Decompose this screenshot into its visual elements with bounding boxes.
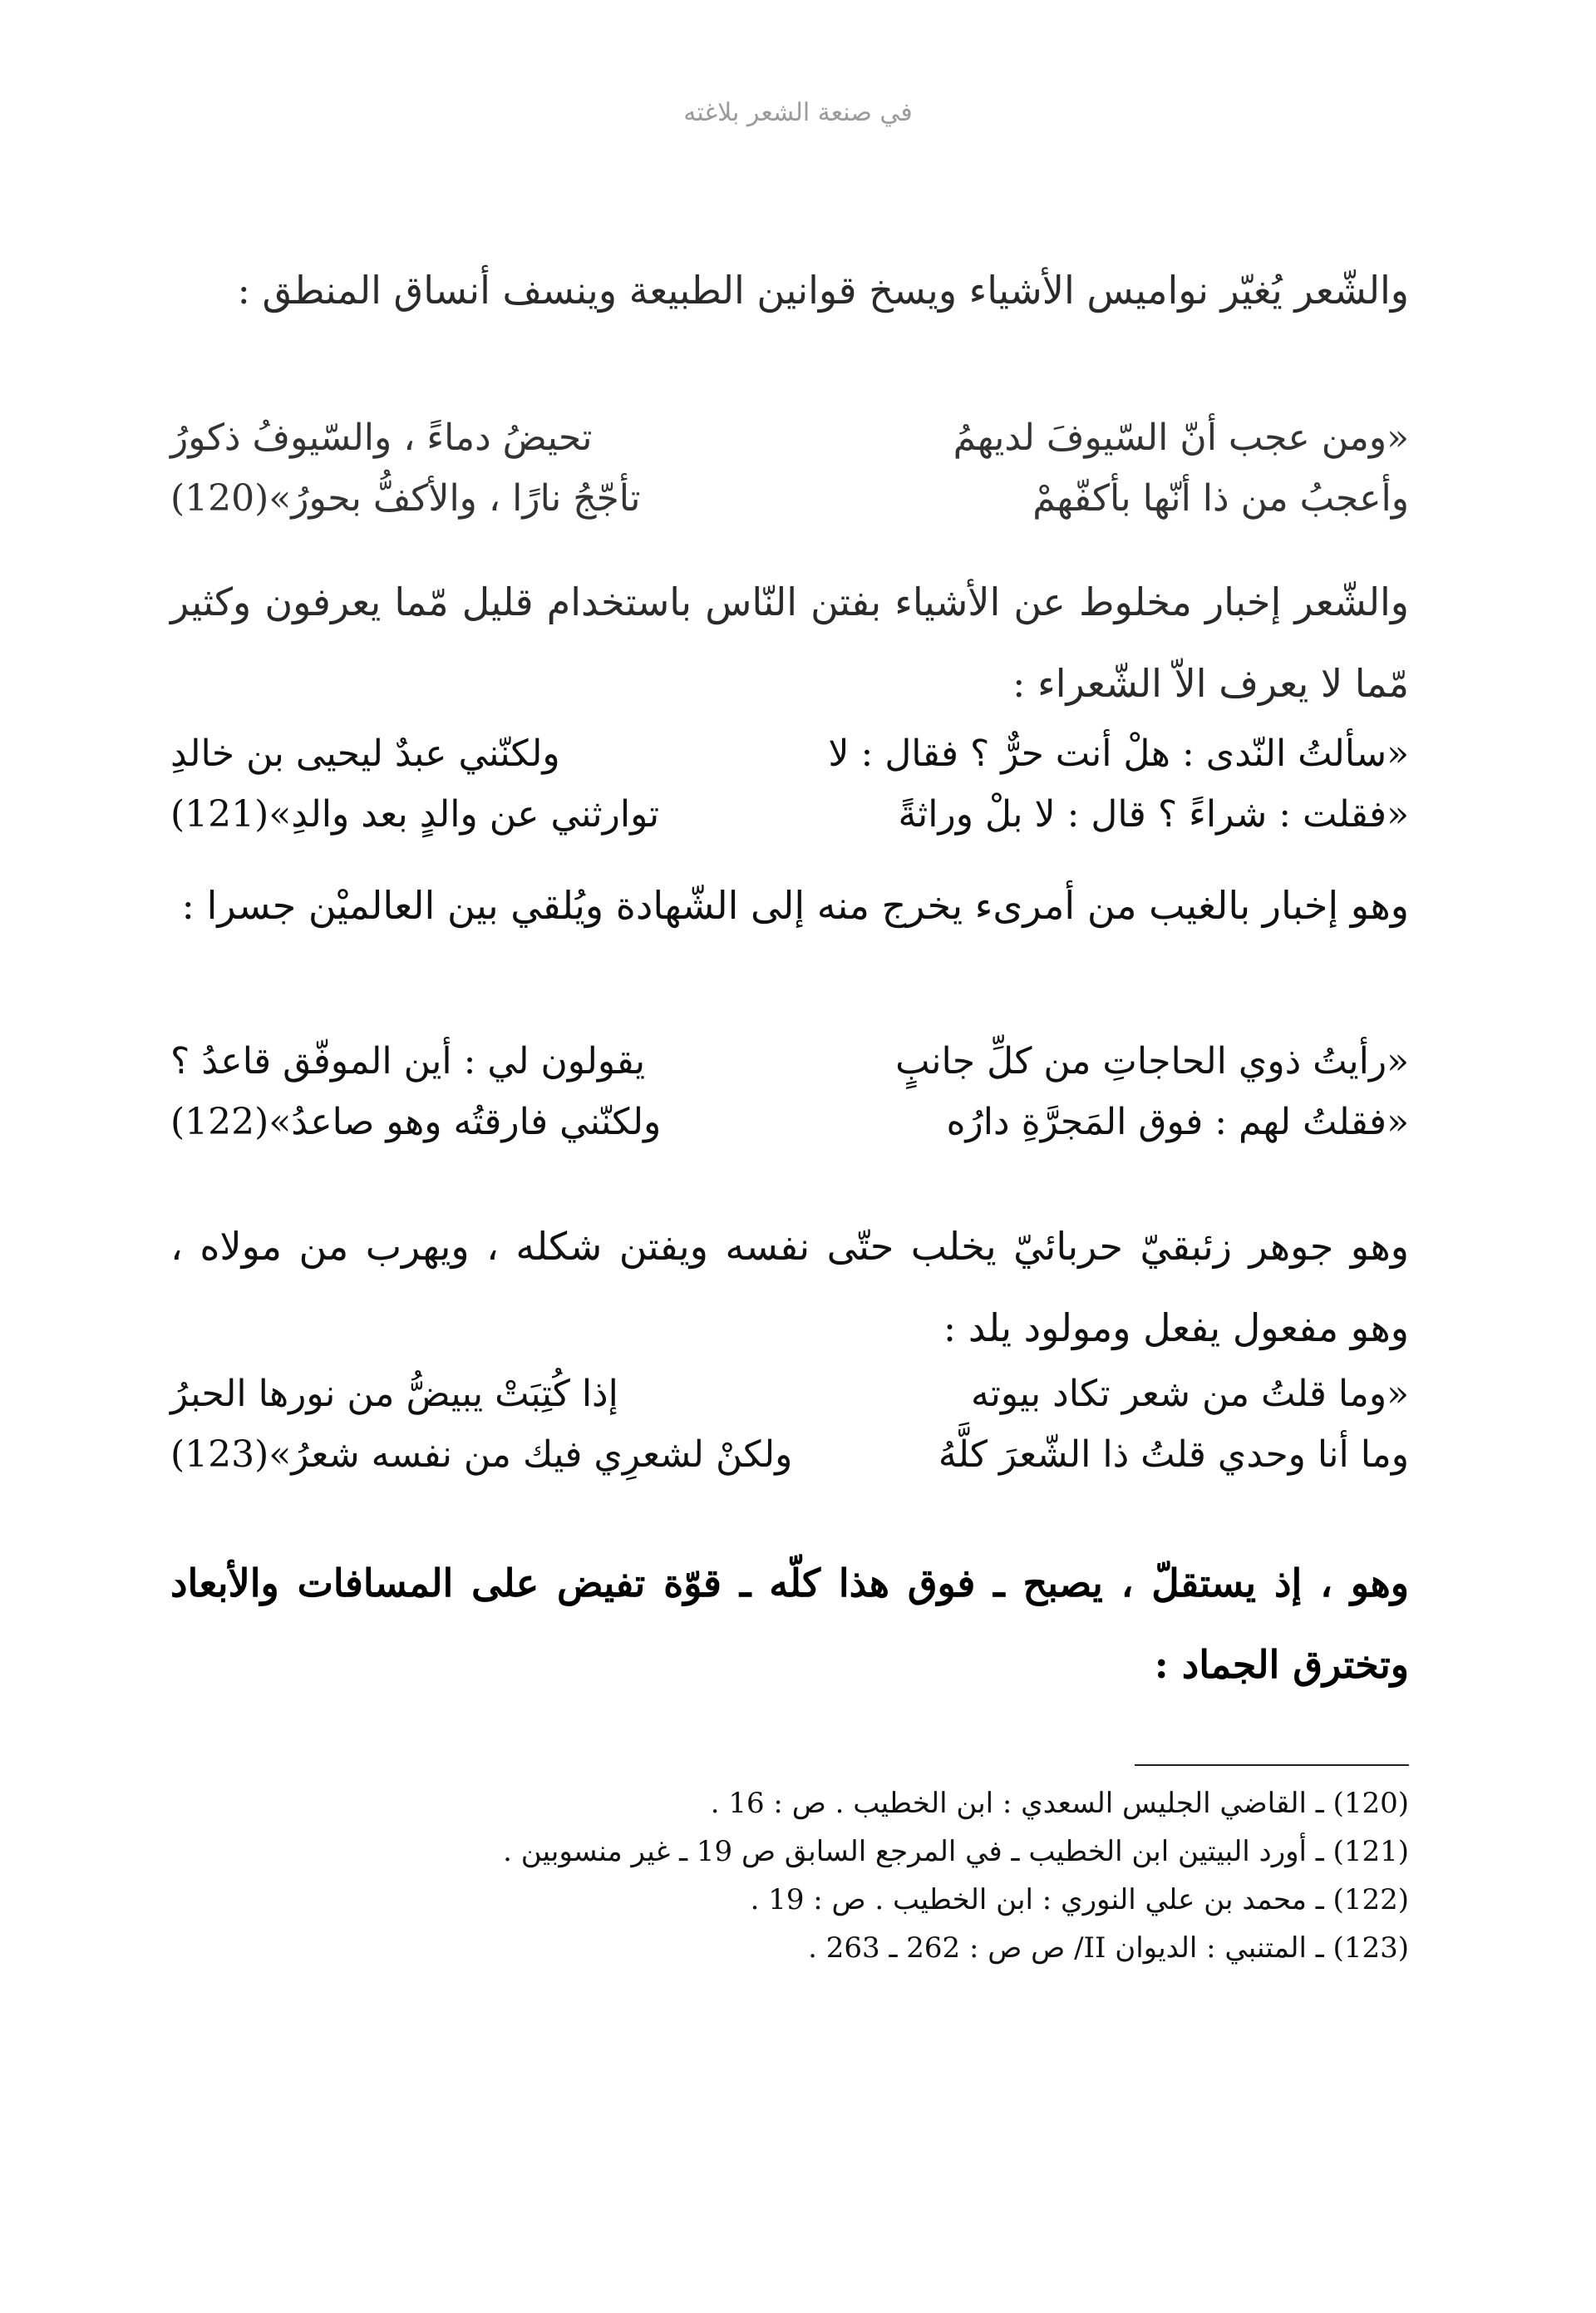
footnote: (123) ـ المتنبي : الديوان II/ ص ص : 262 ـ 263 . bbox=[808, 1931, 1409, 1965]
verse-line bbox=[170, 784, 1409, 845]
verse-hemistich-first: «وما قلتُ من شعر تكاد بيوته bbox=[971, 1373, 1409, 1415]
verse-hemistich-second: توارثني عن والدٍ بعد والدِ»(121) bbox=[170, 793, 660, 836]
paragraph: وهو إخبار بالغيب من أمرىء يخرج منه إلى الشّهادة ويُلقي بين العالميْن جسرا : bbox=[181, 883, 1409, 928]
verse-line bbox=[170, 1031, 1409, 1092]
footnote: (120) ـ القاضي الجليس السعدي : ابن الخطيب . ص : 16 . bbox=[710, 1787, 1409, 1820]
verse-hemistich-second: إذا كُتِبَتْ يبيضُّ من نورها الحبرُ bbox=[170, 1373, 618, 1415]
verse-hemistich-second: ولكنّني عبدٌ ليحيى بن خالدِ bbox=[170, 732, 560, 775]
verse-hemistich-first: «فقلتُ لهم : فوق المَجرَّةِ دارُه bbox=[946, 1101, 1409, 1143]
verse-hemistich-first: «فقلت : شراءً ؟ قال : لا بلْ وراثةً bbox=[898, 793, 1409, 836]
verse-hemistich-first: وما أنا وحدي قلتُ ذا الشّعرَ كلَّهُ bbox=[938, 1433, 1409, 1476]
verse-hemistich-second: ولكنّني فارقتُه وهو صاعدُ»(122) bbox=[170, 1101, 662, 1143]
paragraph: والشّعر إخبار مخلوط عن الأشياء بفتن النّاس باستخدام قليل مّما يعرفون وكثير مّما لا يعرف الاّ الشّعراء : bbox=[170, 579, 1409, 706]
verse-line bbox=[170, 1092, 1409, 1152]
verse-hemistich-first: «رأيتُ ذوي الحاجاتِ من كلِّ جانبٍ bbox=[895, 1040, 1409, 1083]
footnote: (121) ـ أورد البيتين ابن الخطيب ـ في المرجع السابق ص 19 ـ غير منسوبين . bbox=[503, 1835, 1409, 1868]
verse-hemistich-first: وأعجبُ من ذا أنّها بأكفّهمْ bbox=[1032, 477, 1409, 520]
verse-hemistich-second: تأجّجُ نارًا ، والأكفُّ بحورُ»(120) bbox=[170, 477, 641, 520]
footnotes bbox=[170, 1779, 1409, 1972]
footnote-divider bbox=[1135, 1764, 1409, 1766]
verse-hemistich-first: «سألتُ النّدى : هلْ أنت حرٌّ ؟ فقال : لا bbox=[828, 732, 1409, 775]
verse-line bbox=[170, 723, 1409, 784]
paragraph: والشّعر يُغيّر نواميس الأشياء ويسخ قوانين الطبيعة وينسف أنساق المنطق : bbox=[237, 268, 1409, 313]
verse-block bbox=[170, 723, 1409, 845]
verse-hemistich-second: تحيضُ دماءً ، والسّيوفُ ذكورُ bbox=[170, 417, 593, 459]
paragraph: وهو جوهر زئبقيّ حربائيّ يخلب حتّى نفسه ويفتن شكله ، ويهرب من مولاه ، وهو مفعول يفعل ومولود يلد : bbox=[170, 1224, 1409, 1350]
verse-block bbox=[170, 1364, 1409, 1485]
running-header: في صنعة الشعر بلاغته bbox=[683, 98, 913, 127]
verse-line bbox=[170, 1424, 1409, 1485]
verse-line bbox=[170, 407, 1409, 468]
verse-hemistich-second: ولكنْ لشعرِي فيك من نفسه شعرُ»(123) bbox=[170, 1433, 793, 1476]
verse-block bbox=[170, 1031, 1409, 1152]
verse-hemistich-first: «ومن عجب أنّ السّيوفَ لديهمُ bbox=[953, 417, 1409, 459]
verse-block bbox=[170, 407, 1409, 529]
verse-line bbox=[170, 1364, 1409, 1424]
verse-hemistich-second: يقولون لي : أين الموفّق قاعدُ ؟ bbox=[170, 1040, 646, 1083]
footnote: (122) ـ محمد بن علي النوري : ابن الخطيب . ص : 19 . bbox=[750, 1883, 1409, 1916]
paragraph: وهو ، إذ يستقلّ ، يصبح ـ فوق هذا كلّه ـ قوّة تفيض على المسافات والأبعاد وتخترق الجماد : bbox=[170, 1561, 1409, 1687]
verse-line bbox=[170, 468, 1409, 529]
